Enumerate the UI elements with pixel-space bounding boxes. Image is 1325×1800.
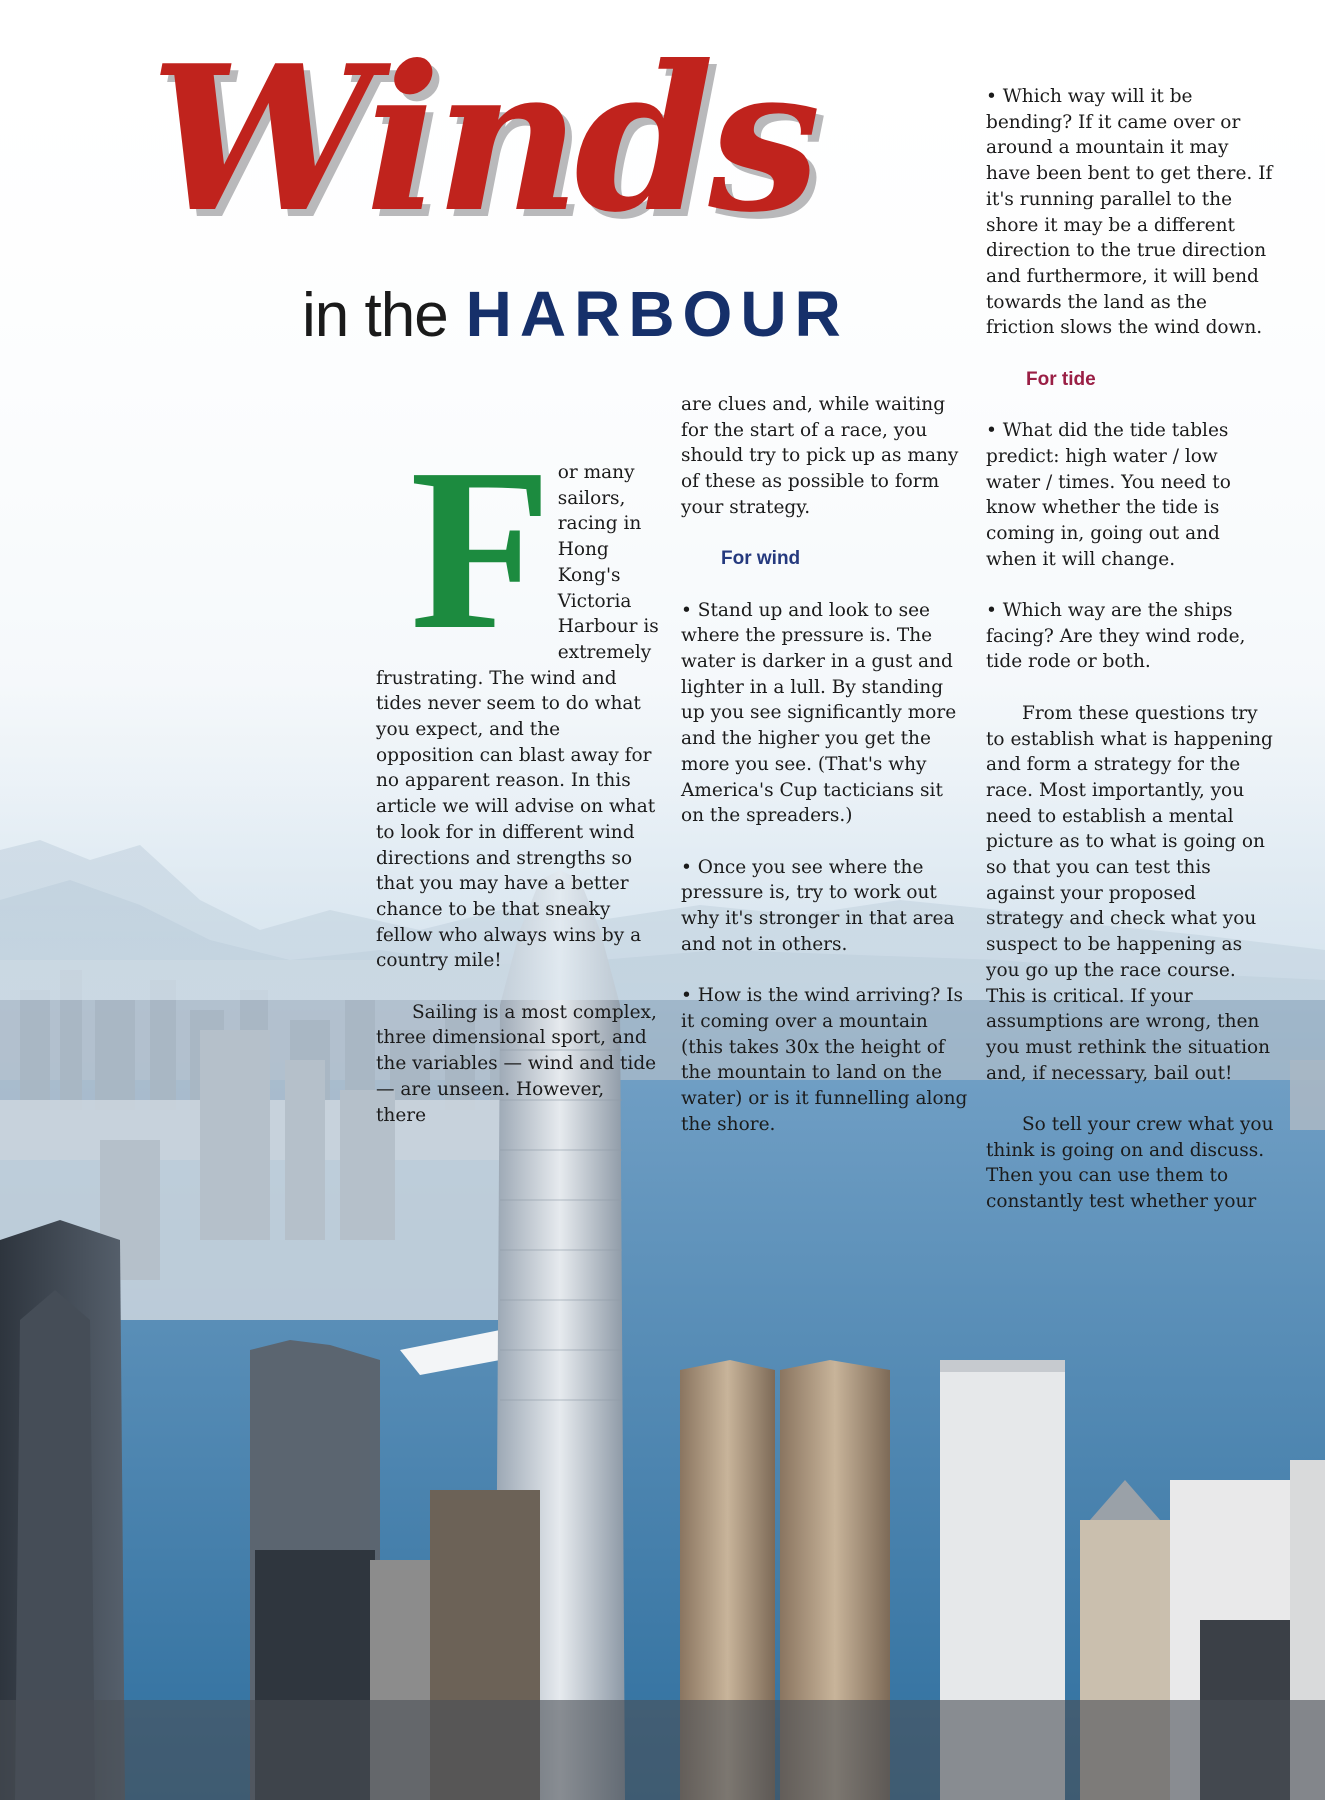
article-column-1: [376, 421, 660, 1128]
article-column-3: [986, 84, 1276, 1215]
title-script-winds: Winds: [150, 22, 815, 257]
article-paragraph: Sailing is a most complex, three dimensional sport, and the variables — wind and tide — are unseen. However, there: [376, 1001, 657, 1126]
bullet-item: • Stand up and look to see where the pressure is. The water is darker in a gust and lighter in a lull. By standing up you see significantly more and the higher you get the more you see. (That's why America's Cup tacticians sit on the spreaders.): [681, 599, 957, 827]
article-column-2: [681, 392, 969, 1137]
title-prefix: in the: [302, 281, 448, 350]
title-subtitle: [302, 278, 849, 350]
section-heading-wind: For wind: [721, 548, 801, 570]
article-paragraph: So tell your crew what you think is going on and discuss. Then you can use them to constantly test whether your: [986, 1114, 1274, 1213]
bullet-item: • Once you see where the pressure is, try to work out why it's stronger in that area and not in others.: [681, 856, 955, 955]
intro-text: or many sailors, racing in Hong Kong's Victoria Harbour is extremely frustrating. The wind and tides never seem to do what you expect, and the opposition can blast away for no apparent reason. In this article we will advise on what to look for in different wind directions and strengths so that you may have a better chance to be that sneaky fellow who always wins by a country mile!: [376, 462, 659, 972]
title-harbour: HARBOUR: [465, 278, 849, 350]
bullet-item: • Which way will it be bending? If it came over or around a mountain it may have been bent to get there. If it's running parallel to the shore it may be a different direction to the true direction and furthermore, it will bend towards the land as the friction slows the wind down.: [986, 86, 1273, 339]
dropcap-letter: F: [410, 421, 552, 678]
intro-paragraph: [376, 421, 660, 974]
bullet-item: • How is the wind arriving? Is it coming over a mountain (this takes 30x the height of the mountain to land on the water) or is it funnelling along the shore.: [681, 985, 968, 1135]
article-paragraph: From these questions try to establish what is happening and form a strategy for the race. Most importantly, you need to establish a mental picture as to what is going on so that you can test this against your proposed strategy and check what you suspect to be happening as you go up the race course. This is critical. If your assumptions are wrong, then you must rethink the situation and, if necessary, bail out!: [986, 702, 1273, 1084]
bullet-item: • Which way are the ships facing? Are they wind rode, tide rode or both.: [986, 600, 1246, 673]
article-paragraph: are clues and, while waiting for the start of a race, you should try to pick up as many of these as possible to form your strategy.: [681, 394, 959, 518]
bullet-item: • What did the tide tables predict: high water / low water / times. You need to know whether the tide is coming in, going out and when it will change.: [986, 420, 1231, 570]
section-heading-tide: For tide: [1026, 368, 1096, 390]
